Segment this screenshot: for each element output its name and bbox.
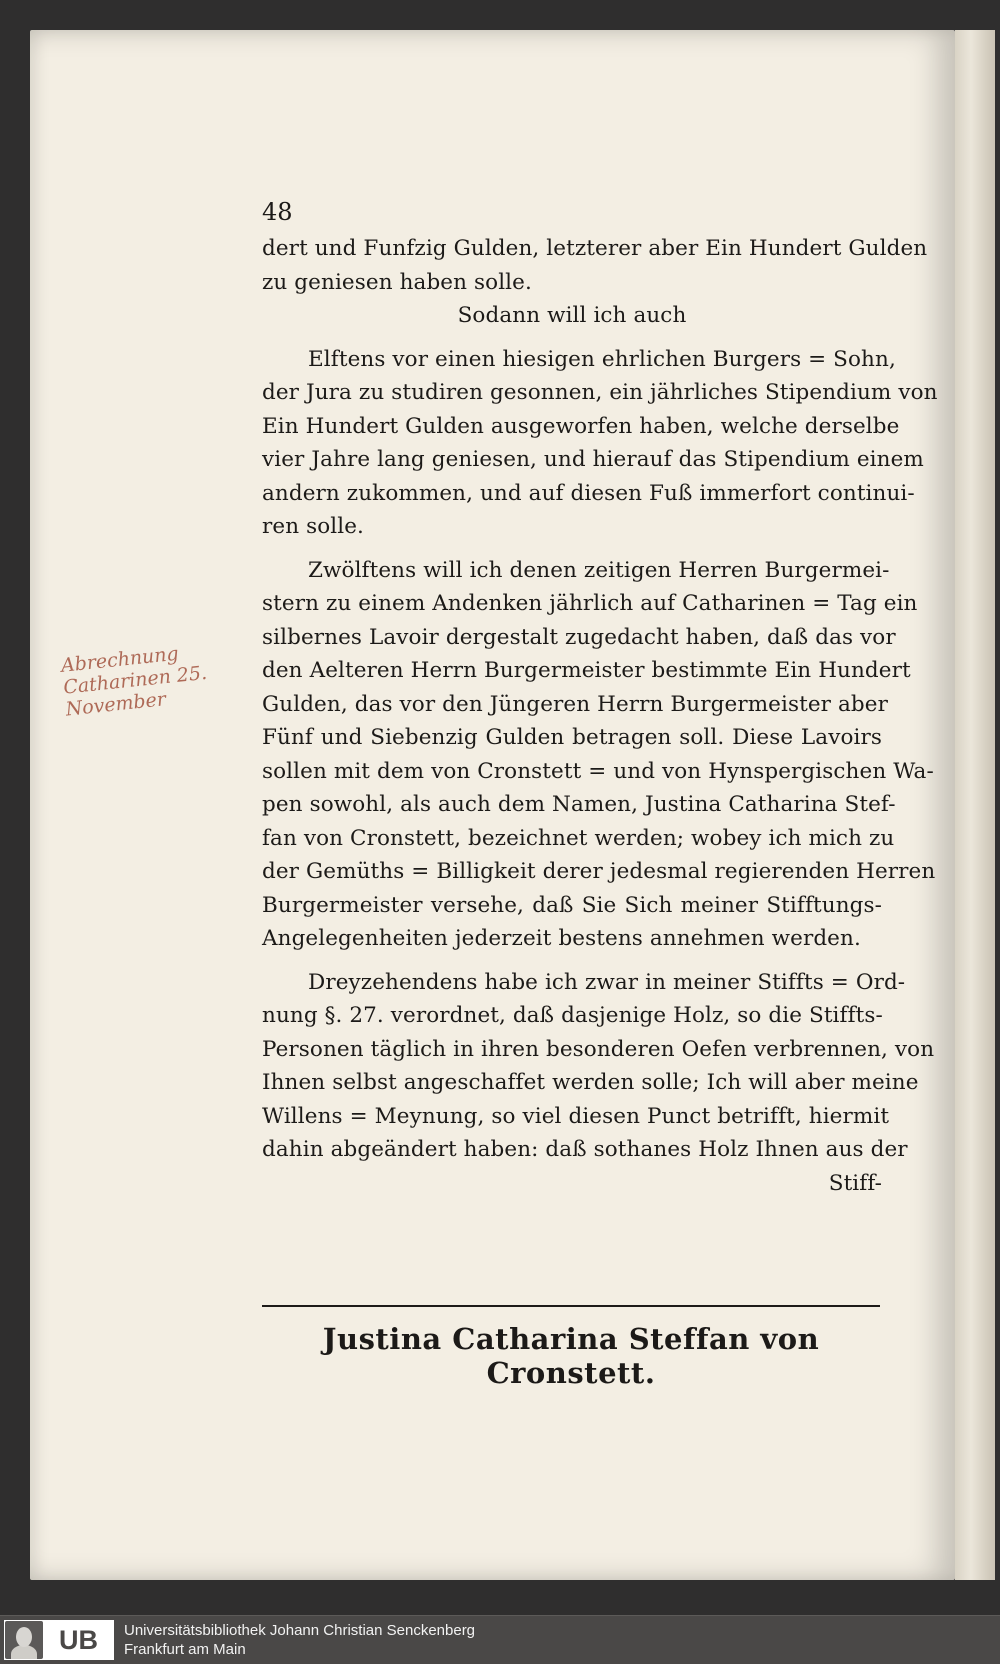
- section-heading: Sodann will ich auch: [457, 303, 687, 328]
- text-line: Ein Hundert Gulden ausgeworfen haben, welche derselbe: [262, 413, 900, 439]
- library-logo[interactable]: [4, 1620, 114, 1660]
- library-name-line1: Universitätsbibliothek Johann Christian Senckenberg: [124, 1622, 476, 1639]
- text-line: Dreyzehendens habe ich zwar in meiner Stiffts = Ord-: [308, 969, 906, 995]
- text-line: Elftens vor einen hiesigen ehrlichen Burgers = Sohn,: [308, 346, 896, 372]
- text-line: Gulden, das vor den Jüngeren Herrn Burgermeister aber: [262, 691, 888, 717]
- text-line: dert und Funfzig Gulden, letzterer aber Ein Hundert Gulden: [262, 236, 928, 261]
- text-line: andern zukommen, und auf diesen Fuß immerfort continui-: [262, 480, 915, 506]
- text-line: stern zu einem Andenken jährlich auf Catharinen = Tag ein: [262, 591, 918, 616]
- text-line: Zwölftens will ich denen zeitigen Herren Burgermei-: [308, 557, 890, 583]
- text-line: Personen täglich in ihren besonderen Oefen verbrennen, von: [262, 1036, 935, 1062]
- library-footer-bar: [0, 1615, 1000, 1664]
- text-line: pen sowohl, als auch dem Namen, Justina Catharina Stef-: [262, 792, 896, 817]
- text-line: ren solle.: [262, 514, 364, 539]
- text-line: sollen mit dem von Cronstett = und von Hynspergischen Wa-: [262, 758, 934, 784]
- text-line: Angelegenheiten jederzeit bestens annehmen werden.: [262, 926, 861, 951]
- text-line: vier Jahre lang geniesen, und hierauf das Stipendium einem: [262, 447, 924, 472]
- footer-rule: [262, 1305, 880, 1307]
- text-line: den Aelteren Herrn Burgermeister bestimmte Ein Hundert: [262, 658, 911, 683]
- text-line: zu geniesen haben solle.: [262, 269, 532, 295]
- handwritten-margin-note: Abrechnung Catharinen 25. November: [60, 642, 209, 721]
- catchword: Stiff-: [828, 1170, 882, 1196]
- next-page-edge: [955, 30, 995, 1580]
- page-text: [262, 196, 938, 1200]
- text-line: Ihnen selbst angeschaffet werden solle; Ich will aber meine: [262, 1070, 919, 1095]
- text-line: Fünf und Siebenzig Gulden betragen soll. Diese Lavoirs: [262, 725, 882, 750]
- library-name[interactable]: [124, 1621, 475, 1659]
- text-line: fan von Cronstett, bezeichnet werden; wobey ich mich zu: [262, 825, 895, 851]
- library-name-line2: Frankfurt am Main: [124, 1641, 246, 1658]
- text-line: der Gemüths = Billigkeit derer jedesmal regierenden Herren: [262, 859, 936, 884]
- footer-signature-title: Justina Catharina Steffan von Cronstett.: [322, 1322, 820, 1390]
- text-line: Burgermeister versehe, daß Sie Sich meiner Stifftungs-: [262, 892, 882, 918]
- text-line: der Jura zu studiren gesonnen, ein jährliches Stipendium von: [262, 380, 938, 405]
- text-line: nung §. 27. verordnet, daß dasjenige Holz, so die Stiffts-: [262, 1003, 883, 1028]
- portrait-icon: [5, 1621, 43, 1659]
- text-line: Willens = Meynung, so viel diesen Punct betrifft, hiermit: [262, 1103, 890, 1129]
- logo-text: UB: [59, 1624, 98, 1655]
- text-line: silbernes Lavoir dergestalt zugedacht haben, daß das vor: [262, 624, 896, 650]
- page-number: 48: [262, 198, 293, 226]
- text-line: dahin abgeändert haben: daß sothanes Holz Ihnen aus der: [262, 1137, 908, 1162]
